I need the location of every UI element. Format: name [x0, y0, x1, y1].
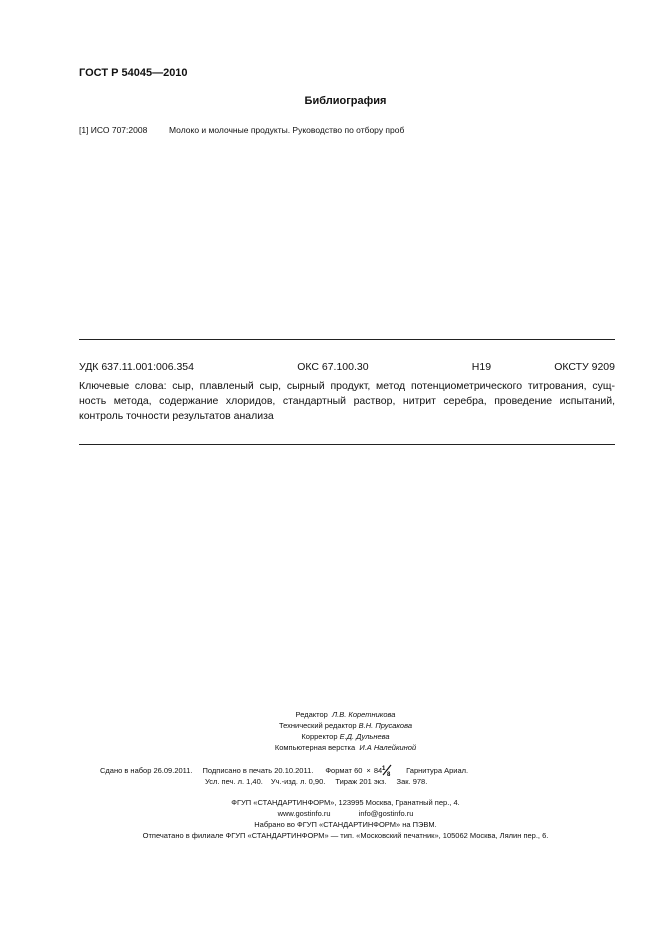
publisher-site-link[interactable]: www.gostinfo.ru [277, 809, 331, 818]
editor-label: Редактор [295, 710, 328, 719]
fraction-numerator: 1 [382, 766, 386, 772]
format-fraction [382, 764, 392, 774]
publisher-address: ФГУП «СТАНДАРТИНФОРМ», 123995 Москва, Гранатный пер., 4. [231, 798, 460, 807]
typeset-note: Набрано во ФГУП «СТАНДАРТИНФОРМ» на ПЭВМ. [254, 820, 437, 829]
oks-code: ОКС 67.100.30 [297, 361, 369, 373]
bibliography-title: Библиография [304, 95, 387, 107]
sent-date: Сдано в набор 26.09.2011. [100, 766, 193, 775]
credits-block [0, 709, 661, 753]
format-b: 84 [373, 766, 383, 775]
top-divider [79, 339, 615, 340]
keywords-line-2: ность метода, содержание хлоридов, стандартный раствор, нитрит серебра, проведение испытаний, [79, 395, 615, 407]
print-info-row-2 [205, 775, 427, 789]
tech-editor-label: Технический редактор [278, 721, 357, 730]
classification-codes [79, 361, 615, 373]
bottom-divider [79, 444, 615, 445]
group-code: Н19 [471, 361, 492, 373]
order-number: Зак. 978. [396, 777, 428, 786]
layout-line [0, 742, 661, 753]
publisher-email-link[interactable]: info@gostinfo.ru [358, 809, 414, 818]
print-run: Тираж 201 экз. [335, 777, 387, 786]
okstu-code: ОКСТУ 9209 [554, 361, 615, 373]
keywords-line-1: Ключевые слова: сыр, плавленый сыр, сырный продукт, метод потенциометрического титрования, сущ- [79, 380, 615, 392]
corrector-line [0, 731, 661, 742]
fraction-denominator: 8 [387, 772, 391, 776]
publisher-contacts [30, 808, 661, 819]
signed-date: Подписано в печать 20.10.2011. [202, 766, 314, 775]
editor-line [0, 709, 661, 720]
tech-editor-line [0, 720, 661, 731]
keywords-block [79, 379, 615, 424]
format-label: Формат 60 [325, 766, 363, 775]
layout-name: И.А Налейкиной [359, 743, 417, 752]
udk-code: УДК 637.11.001:006.354 [79, 361, 194, 373]
bibliography-entry-ref: [1] ИСО 707:2008 [79, 125, 148, 135]
format-times: × [366, 766, 371, 775]
tech-editor-name: В.Н. Прусакова [358, 721, 413, 730]
corrector-label: Корректор [301, 732, 338, 741]
publishing-sheets: Уч.-изд. л. 0,90. [270, 777, 326, 786]
editor-name: Л.В. Коретникова [332, 710, 396, 719]
keywords-line-3: контроль точности результатов анализа [79, 410, 274, 422]
printed-note: Отпечатано в филиале ФГУП «СТАНДАРТИНФОРМ» — тип. «Московский печатник», 105062 Москва, Лялин пер., 6. [142, 831, 549, 840]
document-code: ГОСТ Р 54045—2010 [79, 67, 188, 79]
conventional-sheets: Усл. печ. л. 1,40. [205, 777, 263, 786]
layout-label: Компьютерная верстка [274, 743, 356, 752]
bibliography-entry-text: Молоко и молочные продукты. Руководство по отбору проб [169, 125, 405, 135]
corrector-name: Е.Д. Дульнева [339, 732, 390, 741]
bibliography-entry [79, 125, 404, 135]
publisher-block [0, 797, 661, 841]
typeface: Гарнитура Ариал. [406, 766, 469, 775]
